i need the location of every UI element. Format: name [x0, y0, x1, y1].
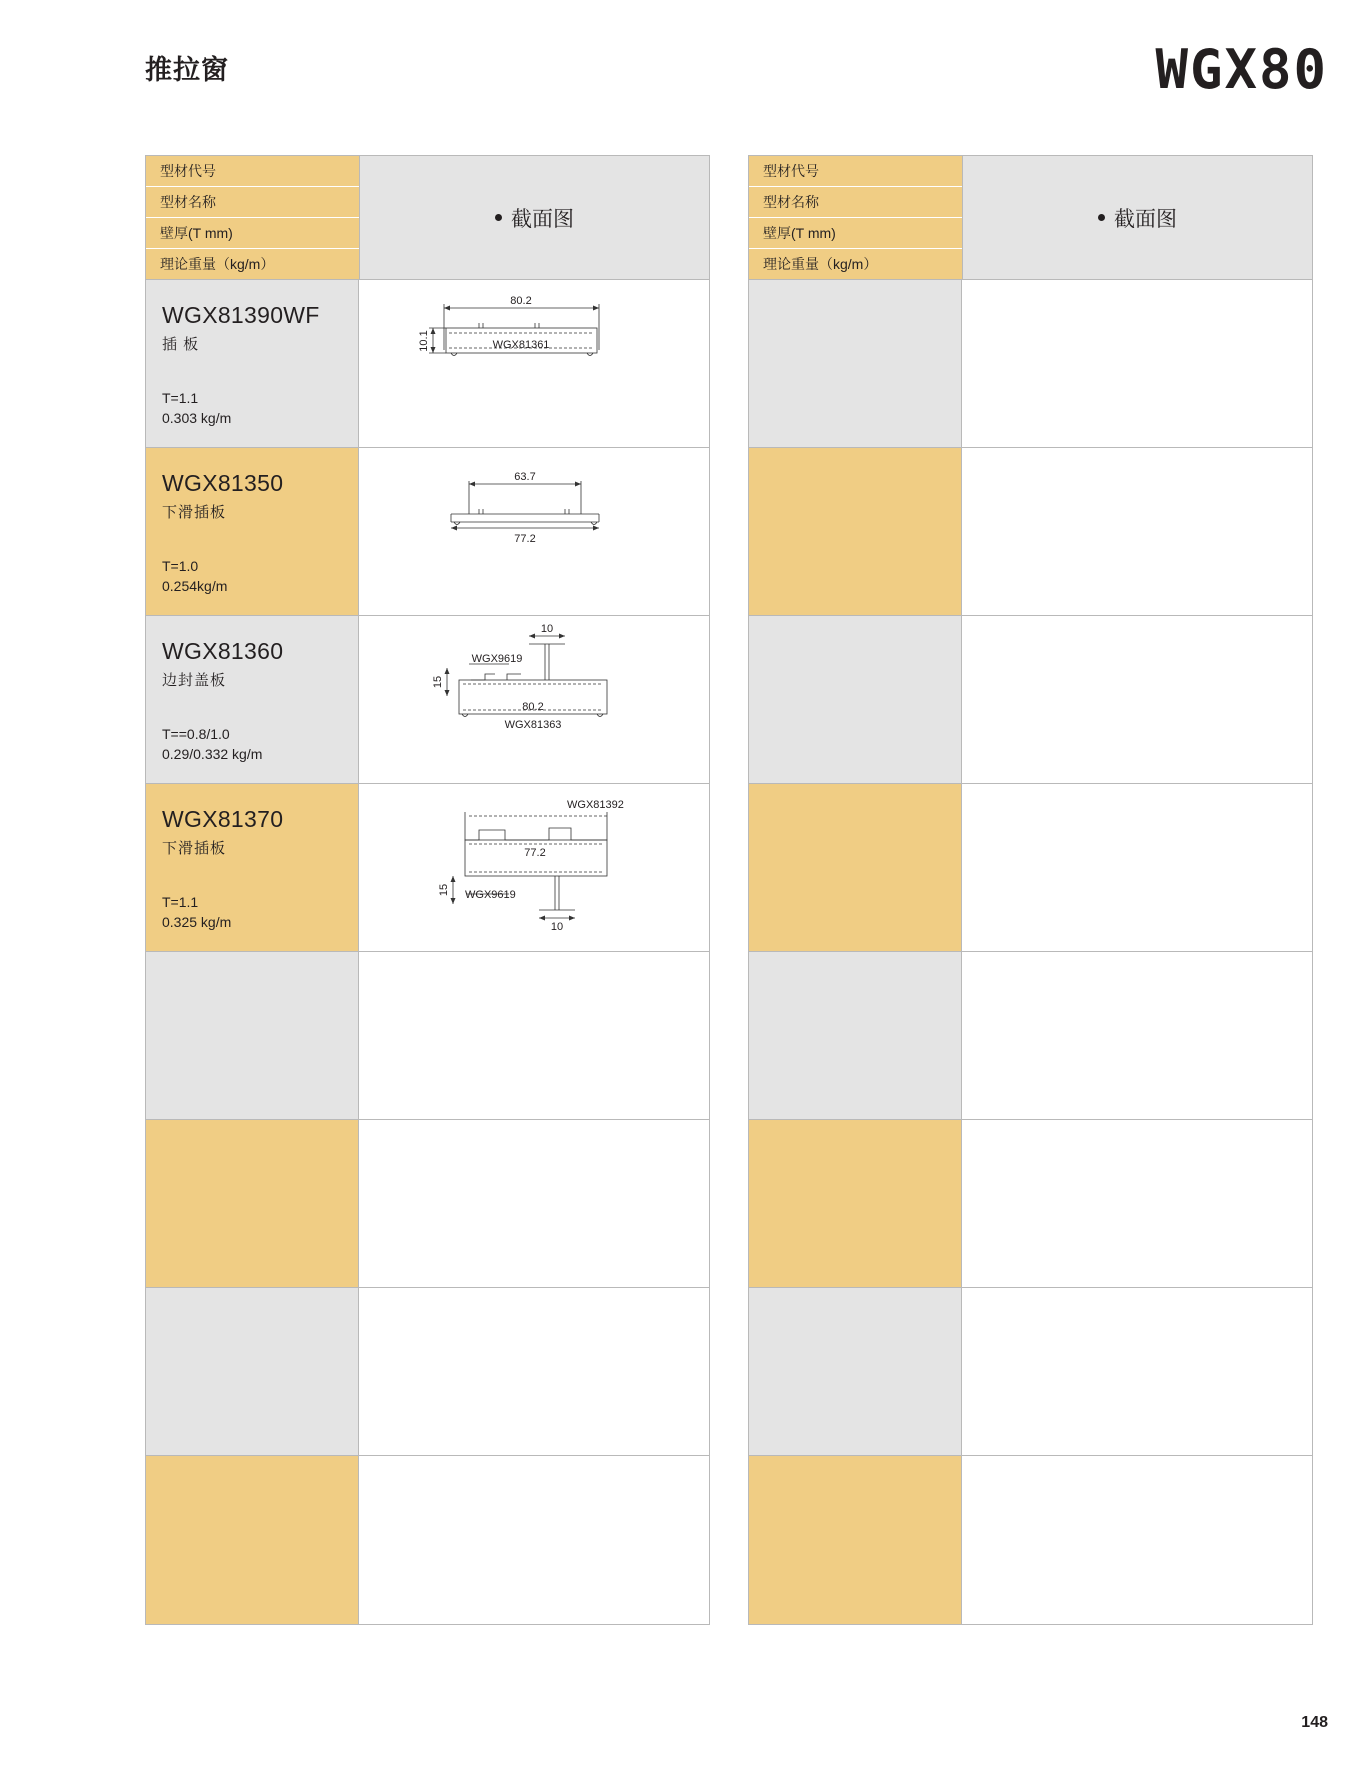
profile-table-right — [748, 155, 1313, 1625]
dim-15: 15 — [438, 883, 450, 897]
table-row — [749, 1456, 1312, 1624]
profile-thickness: T=1.0 — [162, 558, 199, 575]
label-wgx81392: WGX81392 — [567, 799, 624, 811]
header-profile-code: 型材代号 — [749, 156, 962, 187]
table-row — [146, 280, 709, 448]
profile-info-cell — [146, 616, 359, 784]
profile-info-cell — [749, 280, 962, 448]
label-wgx9619: WGX9619 — [471, 653, 523, 665]
profile-code: WGX81360 — [162, 638, 284, 664]
profile-info-cell — [146, 280, 359, 448]
table-row — [749, 616, 1312, 784]
header-wall-thickness: 壁厚(T mm) — [146, 218, 359, 249]
header-profile-name: 型材名称 — [146, 187, 359, 218]
profile-drawing-cell — [962, 1288, 1312, 1456]
profile-drawing-cell — [962, 1120, 1312, 1288]
profile-drawing-cell — [359, 1456, 709, 1624]
profile-info-cell — [146, 784, 359, 952]
profile-drawing-cell — [359, 1120, 709, 1288]
profile-info-cell — [146, 1456, 359, 1624]
profile-info-cell — [749, 1120, 962, 1288]
inner-code: WGX81361 — [492, 339, 550, 351]
profile-thickness: T=1.1 — [162, 390, 199, 407]
dim-77: 77.2 — [524, 847, 546, 859]
dim-10: 10 — [540, 623, 554, 635]
profile-weight: 0.254kg/m — [162, 578, 228, 595]
table-row — [749, 1288, 1312, 1456]
bullet-icon — [1098, 214, 1105, 221]
bullet-icon — [495, 214, 502, 221]
profile-thickness: T=1.1 — [162, 894, 199, 911]
profile-code: WGX81370 — [162, 806, 284, 832]
series-code: WGX80 — [1155, 38, 1328, 101]
header-theoretical-weight: 理论重量（kg/m） — [146, 249, 359, 280]
section-drawing-1 — [359, 280, 709, 447]
dim-width: 80.2 — [510, 295, 532, 307]
header-section-drawing — [963, 156, 1312, 280]
profile-info-cell — [749, 784, 962, 952]
header-section-drawing — [360, 156, 709, 280]
section-drawing-3 — [359, 616, 709, 783]
profile-info-cell — [146, 1288, 359, 1456]
profile-info-cell — [146, 952, 359, 1120]
table-header-labels — [146, 156, 360, 280]
table-row — [749, 784, 1312, 952]
page-number: 148 — [1301, 1714, 1328, 1731]
header-section-label: 截面图 — [1114, 207, 1177, 231]
profile-name: 下滑插板 — [162, 504, 227, 522]
table-row — [146, 952, 709, 1120]
header-profile-code: 型材代号 — [146, 156, 359, 187]
header-theoretical-weight: 理论重量（kg/m） — [749, 249, 962, 280]
profile-drawing-cell — [962, 784, 1312, 952]
profile-info-cell — [749, 616, 962, 784]
profile-code: WGX81390WF — [162, 302, 320, 328]
profile-info-cell — [146, 448, 359, 616]
profile-info-cell — [749, 448, 962, 616]
table-row — [146, 616, 709, 784]
profile-info-cell — [749, 1288, 962, 1456]
profile-name: 插 板 — [162, 336, 200, 354]
profile-thickness: T==0.8/1.0 — [162, 726, 230, 743]
table-header-labels — [749, 156, 963, 280]
table-row — [749, 448, 1312, 616]
profile-drawing-cell — [359, 280, 709, 448]
profile-drawing-cell — [359, 616, 709, 784]
table-row — [146, 448, 709, 616]
profile-code: WGX81350 — [162, 470, 284, 496]
table-header-row — [749, 156, 1312, 280]
header-section-label: 截面图 — [511, 207, 574, 231]
dim-15: 15 — [432, 675, 444, 689]
page-title: 推拉窗 — [145, 55, 229, 85]
profile-weight: 0.303 kg/m — [162, 410, 232, 427]
header-profile-name: 型材名称 — [749, 187, 962, 218]
section-drawing-2 — [359, 448, 709, 615]
section-drawing-4 — [359, 784, 709, 951]
profile-drawing-cell — [359, 784, 709, 952]
dim-80: 80.2 — [522, 701, 544, 713]
label-wgx9619: WGX9619 — [465, 889, 516, 901]
table-row — [146, 1288, 709, 1456]
profile-drawing-cell — [962, 1456, 1312, 1624]
profile-drawing-cell — [359, 1288, 709, 1456]
profile-info-cell — [749, 1456, 962, 1624]
table-row — [146, 1120, 709, 1288]
profile-drawing-cell — [962, 952, 1312, 1120]
table-header-row — [146, 156, 709, 280]
profile-drawing-cell — [962, 616, 1312, 784]
profile-drawing-cell — [962, 448, 1312, 616]
profile-weight: 0.29/0.332 kg/m — [162, 746, 263, 763]
profile-drawing-cell — [962, 280, 1312, 448]
profile-drawing-cell — [359, 448, 709, 616]
table-row — [749, 280, 1312, 448]
profile-drawing-cell — [359, 952, 709, 1120]
label-wgx81363: WGX81363 — [504, 719, 562, 731]
dim-top: 63.7 — [514, 471, 536, 483]
profile-info-cell — [146, 1120, 359, 1288]
table-row — [749, 1120, 1312, 1288]
profile-name: 边封盖板 — [162, 672, 227, 690]
table-row — [146, 784, 709, 952]
table-row — [146, 1456, 709, 1624]
profile-weight: 0.325 kg/m — [162, 914, 232, 931]
dim-bottom: 77.2 — [514, 533, 536, 545]
profile-table-left — [145, 155, 710, 1625]
table-row — [749, 952, 1312, 1120]
profile-name: 下滑插板 — [162, 840, 227, 858]
dim-height: 10.1 — [418, 330, 430, 352]
profile-info-cell — [749, 952, 962, 1120]
dim-10: 10 — [550, 921, 564, 933]
header-wall-thickness: 壁厚(T mm) — [749, 218, 962, 249]
